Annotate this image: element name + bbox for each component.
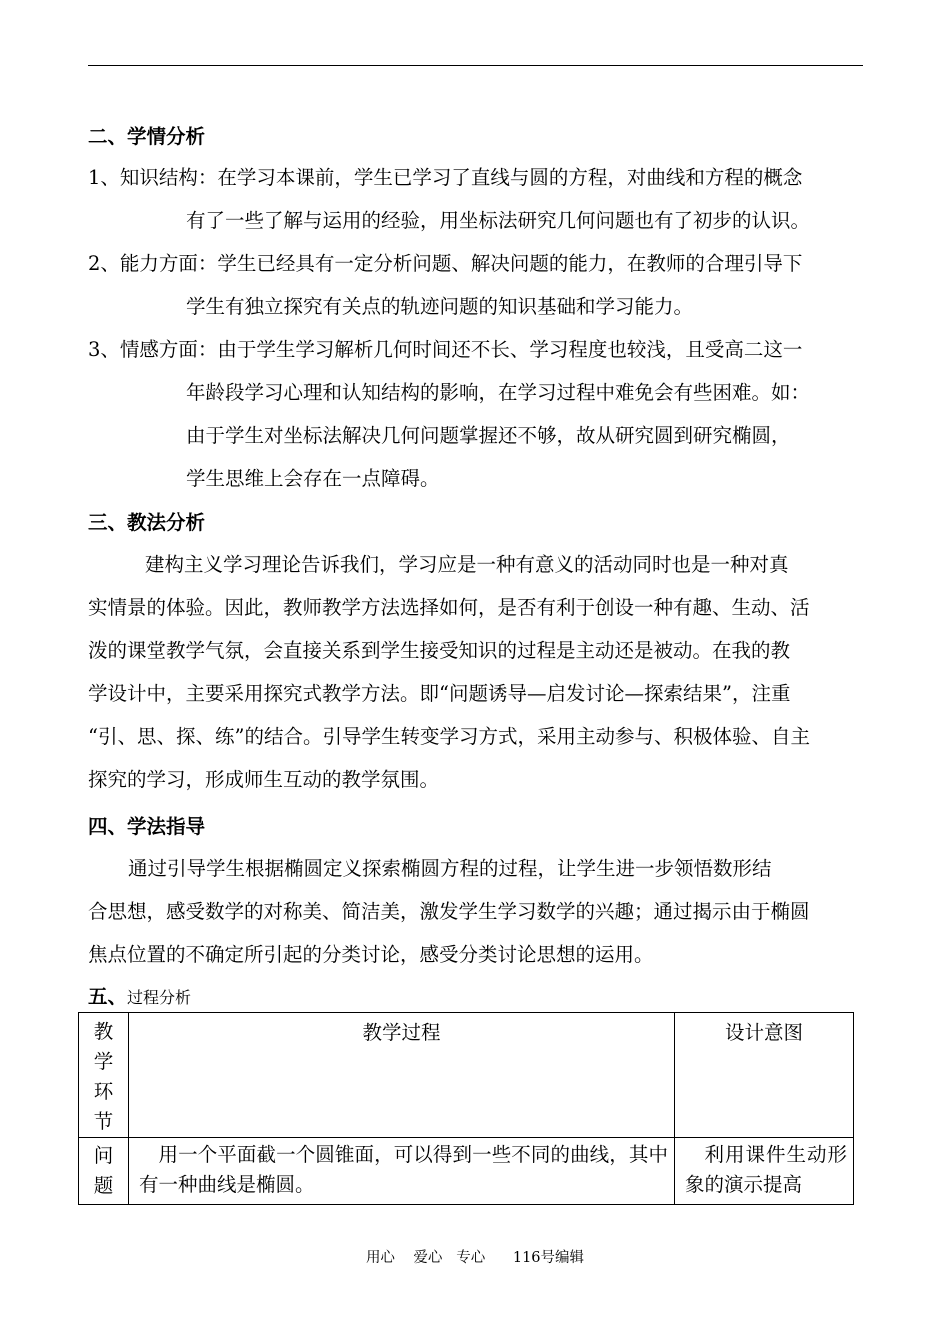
section4-paragraph-line: 合思想，感受数学的对称美、简洁美，激发学生学习数学的兴趣；通过揭示由于椭圆 xyxy=(88,900,810,923)
row1-process-cell: 用一个平面截一个圆锥面，可以得到一些不同的曲线，其中有一种曲线是椭圆。 xyxy=(129,1138,675,1205)
header-stage-char: 学 xyxy=(93,1050,114,1073)
header-stage-char: 教 xyxy=(93,1020,114,1043)
row1-intent-cell: 利用课件生动形象的演示提高 xyxy=(675,1138,854,1205)
section3-paragraph-line: 泼的课堂教学气氛，会直接关系到学生接受知识的过程是主动还是被动。在我的教 xyxy=(88,639,791,662)
section2-item2-line2: 学生有独立探究有关点的轨迹问题的知识基础和学习能力。 xyxy=(186,295,694,318)
header-process-cell: 教学过程 xyxy=(129,1013,675,1138)
section3-paragraph-line: 建构主义学习理论告诉我们，学习应是一种有意义的活动同时也是一种对真 xyxy=(145,553,789,576)
page-footer: 用心 爱心 专心 116号编辑 xyxy=(365,1250,585,1266)
section3-paragraph-line: 实情景的体验。因此，教师教学方法选择如何，是否有利于创设一种有趣、生动、活 xyxy=(88,596,810,619)
section4-heading: 四、学法指导 xyxy=(88,815,206,838)
section3-paragraph-line: “引、思、探、练”的结合。引导学生转变学习方式，采用主动参与、积极体验、自主 xyxy=(88,725,810,748)
section4-paragraph-line: 焦点位置的不确定所引起的分类讨论，感受分类讨论思想的运用。 xyxy=(88,943,654,966)
row1-stage-cell xyxy=(79,1138,129,1205)
section5-heading-prefix: 五、 xyxy=(88,985,128,1008)
section2-item1-line2: 有了一些了解与运用的经验，用坐标法研究几何问题也有了初步的认识。 xyxy=(186,209,811,232)
section2-item1-line1: 1、知识结构：在学习本课前，学生已学习了直线与圆的方程，对曲线和方程的概念 xyxy=(88,166,803,189)
row1-stage-char: 题 xyxy=(93,1174,114,1197)
section3-paragraph-line: 探究的学习，形成师生互动的教学氛围。 xyxy=(88,768,440,791)
section5-heading-text: 过程分析 xyxy=(127,988,192,1007)
table-header-row xyxy=(79,1013,854,1138)
section2-item3-line4: 学生思维上会存在一点障碍。 xyxy=(186,467,440,490)
table-row xyxy=(79,1138,854,1205)
header-stage-char: 节 xyxy=(93,1110,114,1133)
section2-item2-line1: 2、能力方面：学生已经具有一定分析问题、解决问题的能力，在教师的合理引导下 xyxy=(88,252,803,275)
section2-item3-line2: 年龄段学习心理和认知结构的影响，在学习过程中难免会有些困难。如： xyxy=(186,381,811,404)
header-rule xyxy=(88,65,863,66)
header-stage-char: 环 xyxy=(93,1080,114,1103)
section2-heading: 二、学情分析 xyxy=(88,125,206,148)
section2-item3-line1: 3、情感方面：由于学生学习解析几何时间还不长、学习程度也较浅，且受高二这一 xyxy=(88,338,803,361)
section4-paragraph-line: 通过引导学生根据椭圆定义探索椭圆方程的过程，让学生进一步领悟数形结 xyxy=(128,857,772,880)
section2-item3-line3: 由于学生对坐标法解决几何问题掌握还不够，故从研究圆到研究椭圆， xyxy=(186,424,791,447)
process-table xyxy=(78,1012,854,1205)
section5-heading xyxy=(88,987,191,1007)
section3-paragraph-line: 学设计中，主要采用探究式教学方法。即“问题诱导—启发讨论—探索结果”，注重 xyxy=(88,682,791,705)
header-stage-cell xyxy=(79,1013,129,1138)
header-intent-cell: 设计意图 xyxy=(675,1013,854,1138)
section3-heading: 三、教法分析 xyxy=(88,511,206,534)
row1-stage-char: 问 xyxy=(93,1144,114,1167)
